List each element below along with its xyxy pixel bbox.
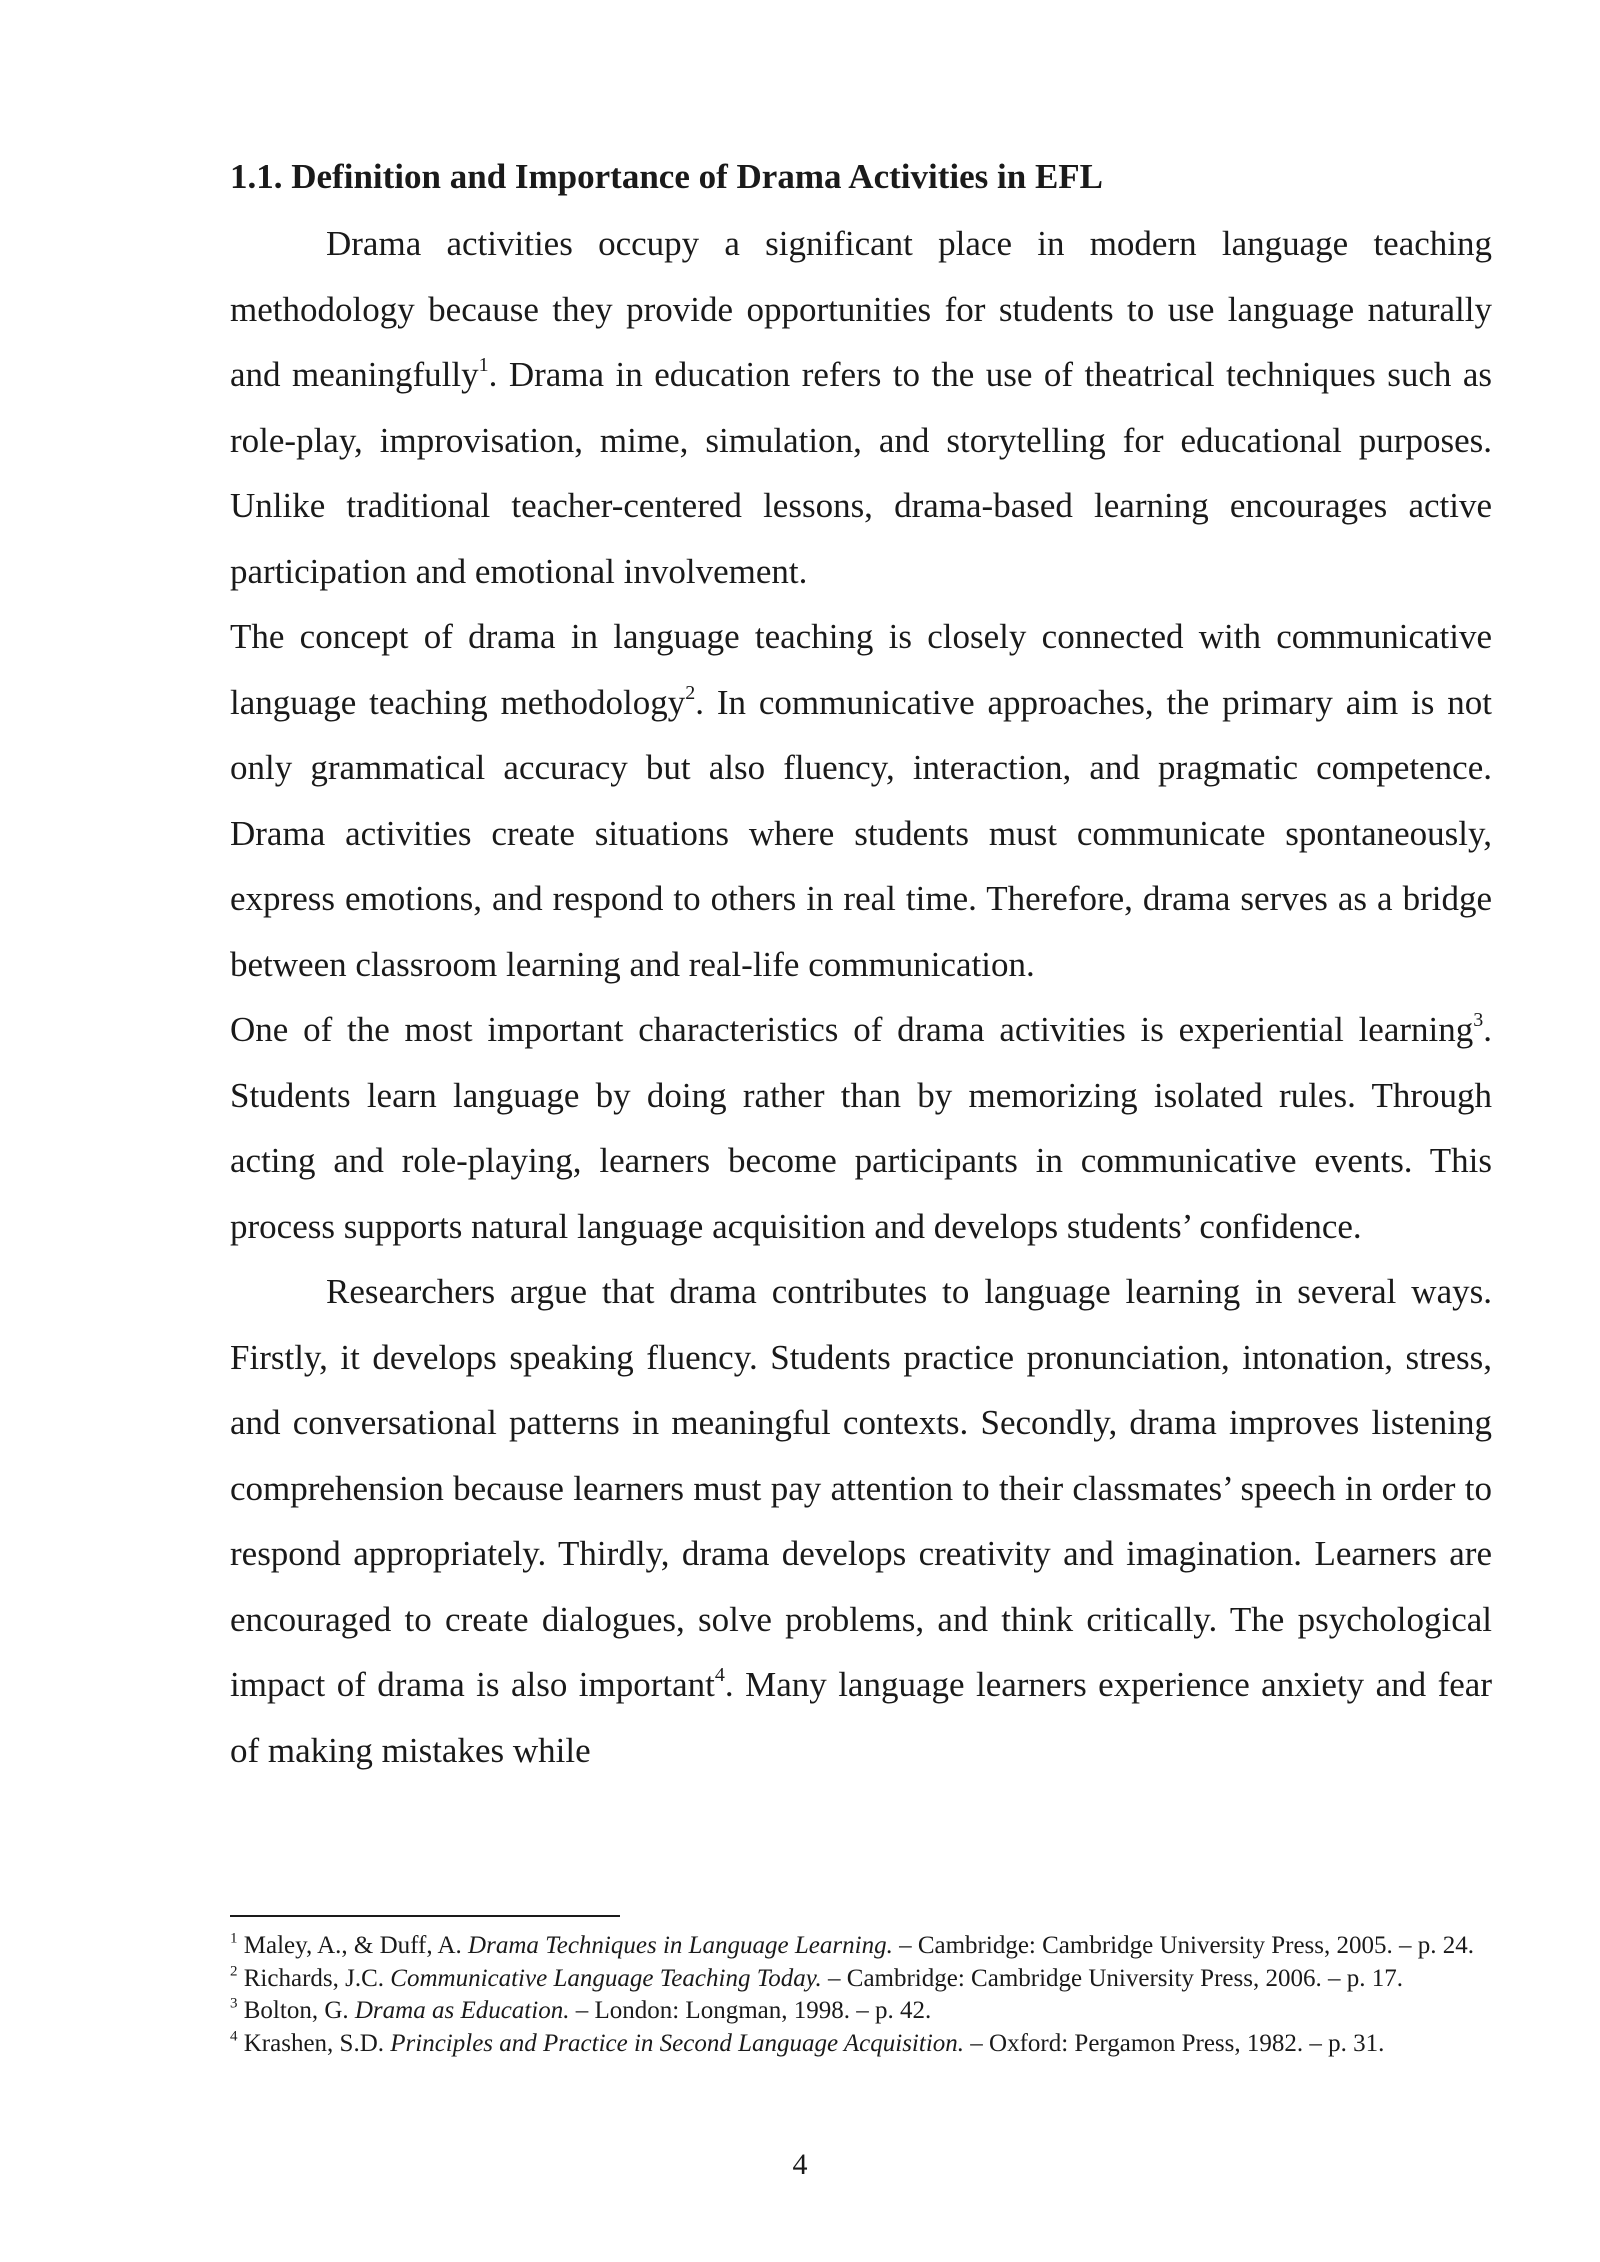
footnote-author: Richards, J.C. <box>237 1964 391 1992</box>
footnote-number: 3 <box>230 1995 238 2012</box>
footnote-2 <box>230 1963 1492 1996</box>
footnote-title: Drama Techniques in Language Learning. <box>468 1932 893 1959</box>
footnote-author: Bolton, G. <box>237 1997 355 2024</box>
paragraph-2 <box>230 604 1492 997</box>
paragraph-text: . Drama in education refers to the use of theatrical techniques such as role-play, improvisation, mime, simulation, and storytelling for educational purposes. Unlike traditional teacher-centered lessons, drama-based learning encourages active participation and emotional involvement. <box>230 355 1493 591</box>
footnote-author: Maley, A., & Duff, A. <box>237 1932 469 1959</box>
footnote-author: Krashen, S.D. <box>237 2029 391 2057</box>
footnotes <box>230 1930 1492 2060</box>
footnote-4 <box>230 2028 1492 2061</box>
footnote-title: Communicative Language Teaching Today. <box>390 1964 822 1992</box>
footnote-ref-3[interactable]: 3 <box>1473 1009 1484 1031</box>
page-number: 4 <box>792 2148 808 2181</box>
footnote-publication: – Cambridge: Cambridge University Press, 2006. – p. 17. <box>821 1964 1403 1992</box>
paragraph-text: . Many language learners experience anxiety and fear of making mistakes while <box>230 1665 1492 1770</box>
paragraph-text: . Students learn language by doing rather than by memorizing isolated rules. Through acting and role-playing, learners become participants in communicative events. This process supports natural language acquisition and develops students’ confidence. <box>230 1010 1492 1246</box>
footnote-number: 1 <box>230 1930 238 1947</box>
paragraph-text: The concept of drama in language teaching is closely connected with communicative language teaching methodology <box>230 617 1492 722</box>
document-body <box>230 148 1492 1783</box>
footnote-1 <box>230 1930 1492 1963</box>
footnote-3 <box>230 1995 1492 2028</box>
footnote-title: Drama as Education. <box>354 1997 570 2024</box>
paragraph-text: One of the most important characteristics of drama activities is experiential learning <box>230 1010 1474 1049</box>
footnote-title: Principles and Practice in Second Language Acquisition. <box>390 2029 965 2057</box>
footnote-publication: – London: Longman, 1998. – p. 42. <box>569 1997 932 2024</box>
paragraph-1 <box>230 211 1492 604</box>
paragraph-text: Drama activities occupy a significant place in modern language teaching methodology because they provide opportunities for students to use language naturally and meaningfully <box>230 224 1492 394</box>
paragraph-text: . In communicative approaches, the primary aim is not only grammatical accuracy but also fluency, interaction, and pragmatic competence. Drama activities create situations where students must communicate spontaneously, express emotions, and respond to others in real time. Therefore, drama serves as a bridge between classroom learning and real-life communication. <box>230 682 1492 984</box>
section-heading: 1.1. Definition and Importance of Drama Activities in EFL <box>230 157 1104 196</box>
footnote-ref-2[interactable]: 2 <box>685 681 696 704</box>
footnote-publication: – Cambridge: Cambridge University Press, 2005. – p. 24. <box>892 1932 1475 1959</box>
paragraph-3 <box>230 997 1492 1259</box>
paragraph-text: Researchers argue that drama contributes to language learning in several ways. Firstly, it develops speaking fluency. Students practice pronunciation, intonation, stress, and conversational patterns in meaningful contexts. Secondly, drama improves listening comprehension because learners must pay attention to their classmates’ speech in order to respond appropriately. Thirdly, drama develops creativity and imagination. Learners are encouraged to create dialogues, solve problems, and think critically. The psychological impact of drama is also important <box>230 1272 1492 1704</box>
footnote-number: 2 <box>230 1963 238 1979</box>
footnote-separator <box>230 1915 620 1917</box>
footnote-number: 4 <box>230 2028 238 2044</box>
footnote-publication: – Oxford: Pergamon Press, 1982. – p. 31. <box>964 2029 1385 2057</box>
footnote-ref-1[interactable]: 1 <box>478 354 489 376</box>
paragraph-4 <box>230 1259 1492 1783</box>
footnote-ref-4[interactable]: 4 <box>714 1664 725 1686</box>
